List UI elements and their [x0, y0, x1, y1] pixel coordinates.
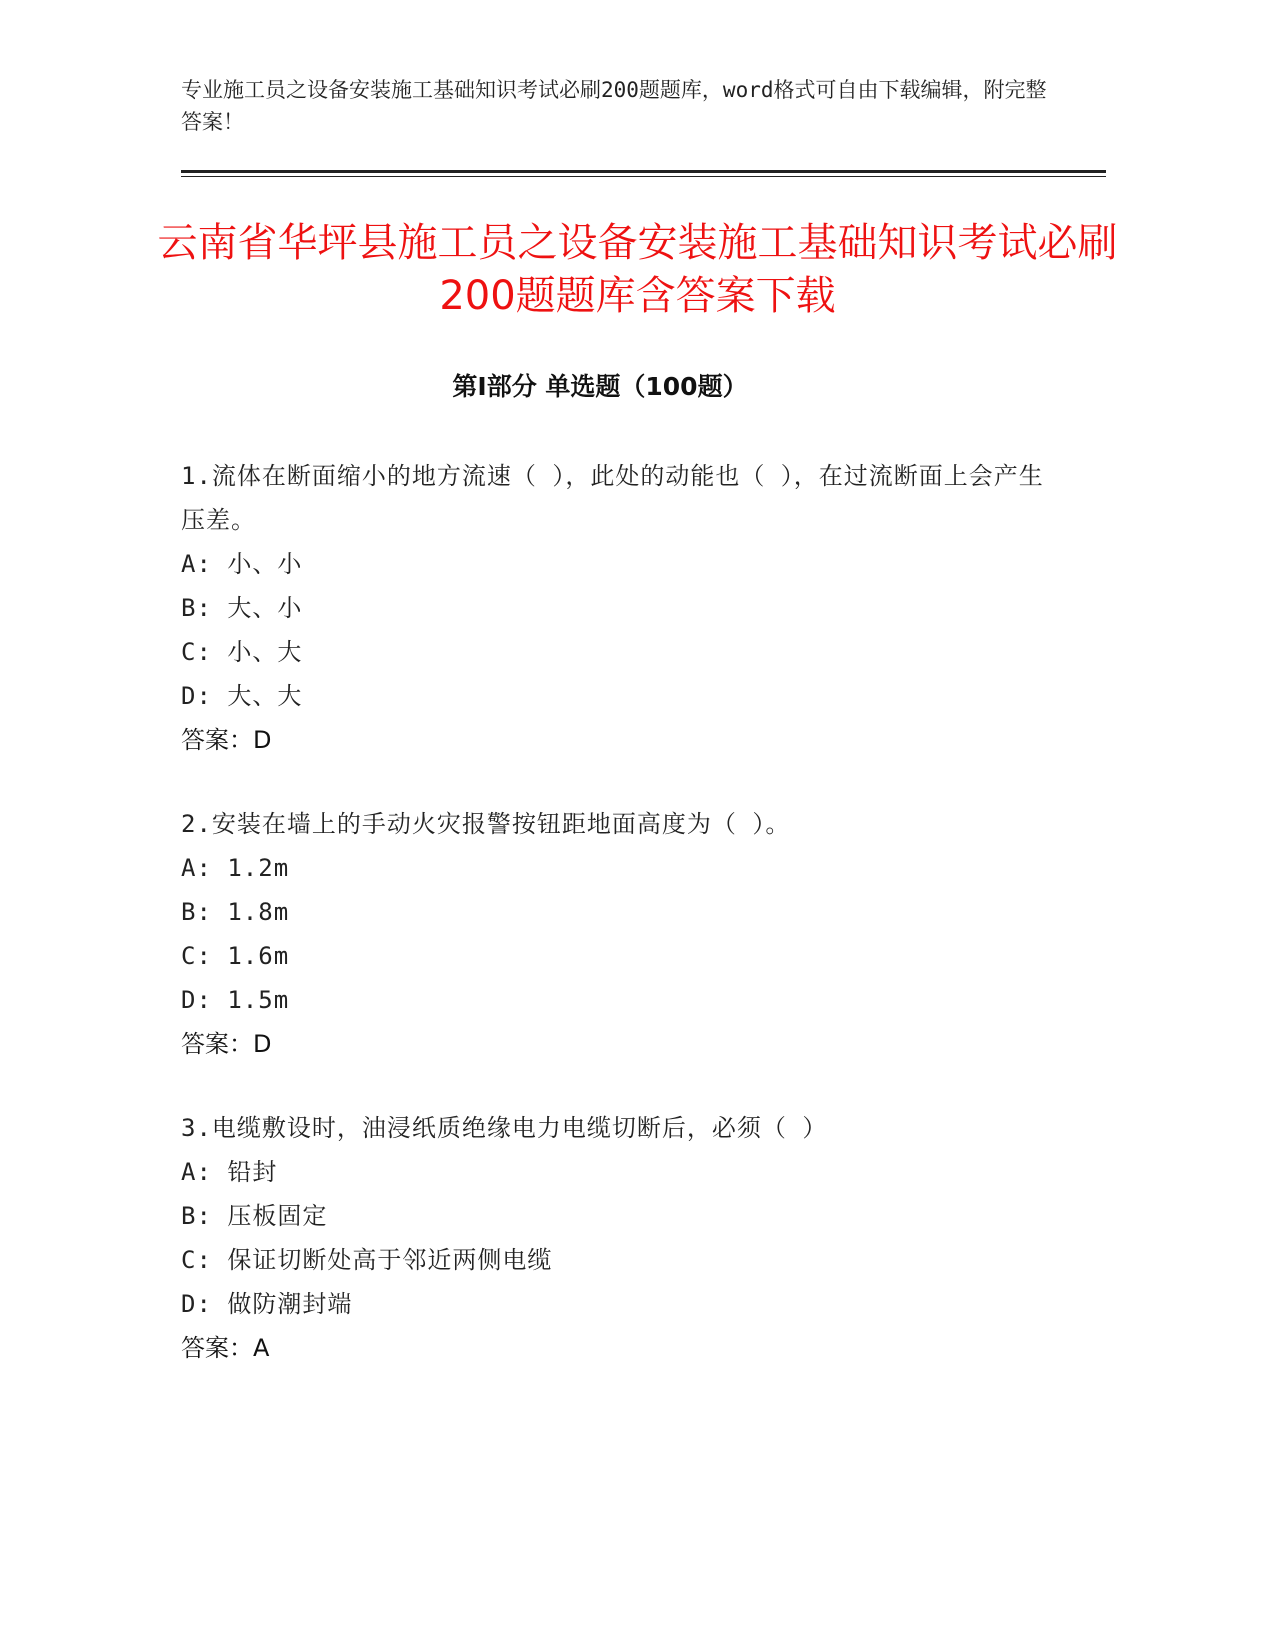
header-divider-thick: [181, 170, 1106, 173]
option-d: D: 大、大: [181, 682, 303, 710]
answer: 答案：D: [181, 1030, 272, 1058]
question-stem: 2.安装在墙上的手动火灾报警按钮距地面高度为（ ）。: [181, 810, 791, 838]
option-d: D: 1.5m: [181, 986, 290, 1014]
option-a: A: 1.2m: [181, 854, 290, 882]
header-note: 专业施工员之设备安装施工基础知识考试必刷200题题库，word格式可自由下载编辑，附完整答案！: [181, 78, 1047, 134]
option-a: A: 小、小: [181, 550, 303, 578]
question-1: [181, 454, 1061, 762]
question-stem: 3.电缆敷设时，油浸纸质绝缘电力电缆切断后，必须（ ）: [181, 1114, 828, 1142]
section-heading: 第Ⅰ部分 单选题（100题）: [452, 372, 748, 401]
option-b: B: 大、小: [181, 594, 303, 622]
answer: 答案：A: [181, 1334, 270, 1362]
option-a: A: 铅封: [181, 1158, 278, 1186]
option-c: C: 1.6m: [181, 942, 290, 970]
question-stem: 1.流体在断面缩小的地方流速（ ），此处的动能也（ ），在过流断面上会产生压差。: [181, 462, 1044, 534]
option-d: D: 做防潮封端: [181, 1290, 353, 1318]
question-3: [181, 1106, 1061, 1370]
question-2: [181, 802, 1061, 1066]
option-c: C: 保证切断处高于邻近两侧电缆: [181, 1246, 553, 1274]
option-b: B: 压板固定: [181, 1202, 328, 1230]
option-c: C: 小、大: [181, 638, 303, 666]
document-title: 云南省华坪县施工员之设备安装施工基础知识考试必刷200题题库含答案下载: [157, 220, 1118, 319]
option-b: B: 1.8m: [181, 898, 290, 926]
answer: 答案：D: [181, 726, 272, 754]
header-divider-thin: [181, 176, 1106, 177]
